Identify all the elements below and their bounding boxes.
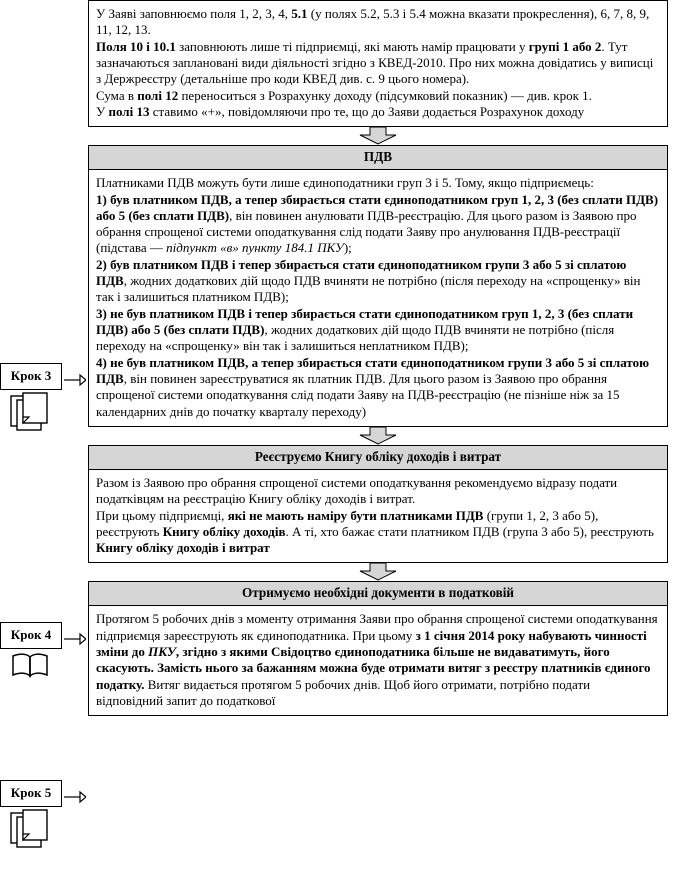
book-block — [88, 470, 668, 564]
intro-line-3: Сума в полі 12 переноситься з Розрахунку доходу (підсумковий показник) — див. крок 1. — [96, 87, 592, 103]
connector-arrow-3 — [88, 563, 668, 581]
documents-stack-icon-svg — [9, 809, 53, 849]
connector-arrow-2 — [88, 427, 668, 445]
step-3-arrow-icon — [64, 373, 86, 387]
book-line-1: Разом із Заявою про обрання спрощеної системи оподаткування рекомендуємо відразу подати податківцям на реєстрацію Книгу обліку доходів і витрат. — [96, 474, 618, 507]
intro-block — [88, 0, 668, 127]
documents-stack-icon — [0, 807, 62, 849]
vat-item-3: 3) не був платником ПДВ і тепер збирається стати єдиноподатником груп 1, 2, 3 (без сплати ПДВ) або 5 (без сплати ПДВ), жодних додаткових дій щодо ПДВ вчиняти не потрібно (після переходу на «спрощенку» він так і залишиться неплатником ПДВ); — [96, 305, 634, 354]
flow-column — [88, 0, 668, 716]
intro-line-1: У Заяві заповнюємо поля 1, 2, 3, 4, 5.1 (у полях 5.2, 5.3 і 5.4 можна вказати прокреслення), 6, 7, 8, 9, 11, 12, 13. — [96, 6, 650, 38]
documents-stack-icon — [0, 390, 62, 432]
book-line-2: При цьому підприємці, які не мають наміру бути платниками ПДВ (групи 1, 2, 3 або 5), реєструють Книгу обліку доходів. А ті, хто бажає стати платником ПДВ (група 3 або 5), реєструють Книгу обліку доходів і витрат — [96, 507, 654, 556]
open-book-icon-svg — [9, 651, 53, 681]
step-4-arrow-icon — [64, 632, 86, 646]
vat-item-2: 2) був платником ПДВ і тепер збирається стати єдиноподатником групи 3 або 5 зі сплатою ПДВ, жодних додаткових дій щодо ПДВ вчиняти не потрібно (після переходу на «спрощенку» він так і залишиться платником ПДВ); — [96, 256, 641, 305]
intro-line-2: Поля 10 і 10.1 заповнюють лише ті підприємці, які мають намір працювати у групі 1 або 2. Тут зазначаються заплановані види діяльності згідно з КВЕД-2010. Про них можна довідатись у виписці з Держреєстру (детальніше про коди КВЕД див. с. 9 цього номера). — [96, 38, 654, 87]
connector-arrow-1 — [88, 127, 668, 145]
docs-line-1: Протягом 5 робочих днів з моменту отримання Заяви про обрання спрощеної системи оподаткування підприємця зареєструють як єдиноподатника. При цьому з 1 січня 2014 року набувають чинності зміни до ПКУ, згідно з якими Свідоцтво єдиноподатника більше не видаватимуть, його скасують. Замість нього за бажанням можна буде отримати витяг з реєстру платників єдиного податку. Витяг видається протягом 5 робочих днів. Щоб його отримати, потрібно подати відповідний запит до податкової — [96, 611, 658, 708]
step-5-marker — [0, 780, 86, 849]
vat-item-1: 1) був платником ПДВ, а тепер збирається стати єдиноподатником груп 1, 2, 3 (без сплати ПДВ) або 5 (без сплати ПДВ), він повинен анулювати ПДВ-реєстрацію. Для цього разом із Заявою про обрання спрощеної системи оподаткування слід подати Заяву про анулювання ПДВ-реєстрації (підстава — підпункт «в» пункту 184.1 ПКУ); — [96, 191, 659, 256]
intro-line-4: У полі 13 ставимо «+», повідомляючи про те, що до Заяви додається Розрахунок доходу — [96, 103, 585, 119]
docs-header: Отримуємо необхідні документи в податковій — [88, 581, 668, 606]
vat-header: ПДВ — [88, 145, 668, 170]
step-3-label: Крок 3 — [0, 363, 62, 390]
step-4-marker — [0, 622, 86, 681]
docs-block — [88, 606, 668, 716]
documents-stack-icon-svg — [9, 392, 53, 432]
arrow-down-icon — [358, 127, 398, 145]
book-header: Реєструємо Книгу обліку доходів і витрат — [88, 445, 668, 470]
arrow-down-icon — [358, 427, 398, 445]
vat-item-4: 4) не був платником ПДВ, а тепер збирається стати єдиноподатником групи 3 або 5 зі сплатою ПДВ, він повинен зареєструватися як платник ПДВ. Для цього разом із Заявою про обрання спрощеної системи оподаткування слід подати Заяву на ПДВ-реєстрацію (не пізніше ніж за 15 календарних днів до початку кварталу переходу) — [96, 354, 650, 419]
arrow-down-icon — [358, 563, 398, 581]
step-5-arrow-icon — [64, 790, 86, 804]
open-book-icon — [0, 649, 62, 681]
step-5-label: Крок 5 — [0, 780, 62, 807]
vat-intro: Платниками ПДВ можуть бути лише єдиноподатники груп 3 і 5. Тому, якщо підприємець: — [96, 175, 594, 191]
vat-block — [88, 170, 668, 427]
step-4-label: Крок 4 — [0, 622, 62, 649]
step-3-marker — [0, 363, 86, 432]
